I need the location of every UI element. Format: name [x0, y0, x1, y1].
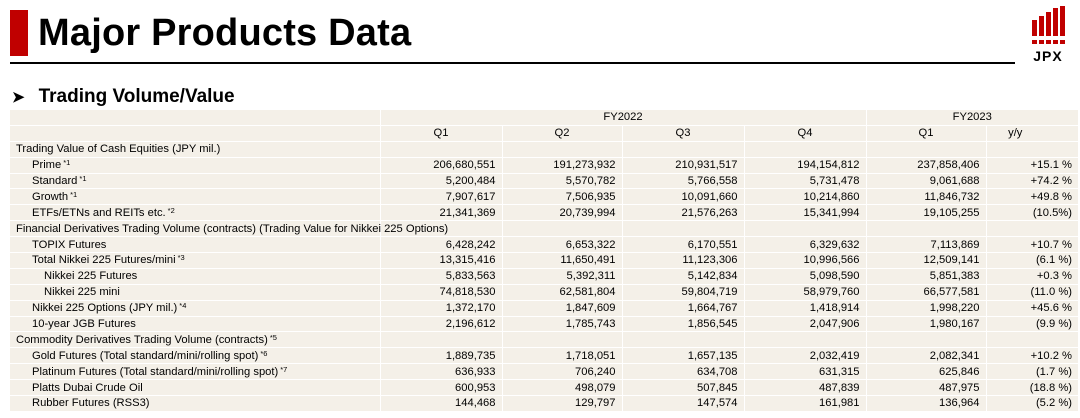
value-cell: 2,047,906 — [744, 316, 866, 332]
footnote-marker: *2 — [167, 205, 175, 215]
table-row — [10, 364, 1078, 380]
yy-change-cell — [986, 221, 1078, 237]
group-label — [10, 141, 380, 157]
value-cell — [380, 332, 502, 348]
value-cell: 507,845 — [622, 380, 744, 396]
row-label — [10, 300, 380, 316]
fy2023-header: FY2023 — [866, 110, 1078, 125]
value-cell: 600,953 — [380, 380, 502, 396]
yy-change-cell: +74.2 % — [986, 173, 1078, 189]
footnote-marker: *1 — [70, 189, 78, 199]
value-cell — [502, 141, 622, 157]
row-label — [10, 157, 380, 173]
page-title: Major Products Data — [38, 12, 412, 54]
table-row — [10, 396, 1078, 412]
value-cell: 21,576,263 — [622, 205, 744, 221]
section-title: Trading Volume/Value — [38, 86, 235, 107]
fiscal-year-header-row — [10, 110, 1078, 125]
row-label-text: Nikkei 225 Futures — [44, 270, 138, 283]
arrow-right-icon: ➤ — [12, 89, 25, 106]
value-cell: 7,113,869 — [866, 237, 986, 253]
value-cell: 1,980,167 — [866, 316, 986, 332]
row-label-text: 10-year JGB Futures — [32, 318, 136, 331]
value-cell: 636,933 — [380, 364, 502, 380]
value-cell: 1,418,914 — [744, 300, 866, 316]
value-cell: 631,315 — [744, 364, 866, 380]
value-cell — [744, 141, 866, 157]
value-cell: 210,931,517 — [622, 157, 744, 173]
value-cell: 147,574 — [622, 396, 744, 412]
footnote-marker: *1 — [63, 158, 71, 168]
yy-change-cell: (9.9 %) — [986, 316, 1078, 332]
footnote-marker: *6 — [260, 348, 268, 358]
quarter-header: Q1 — [866, 125, 986, 141]
group-label — [10, 221, 449, 237]
quarter-header: Q1 — [380, 125, 502, 141]
footnote-marker: *5 — [269, 332, 277, 342]
value-cell: 62,581,804 — [502, 284, 622, 300]
row-label — [10, 205, 380, 221]
row-label-text: Platts Dubai Crude Oil — [32, 381, 143, 394]
value-cell: 5,766,558 — [622, 173, 744, 189]
value-cell — [866, 221, 986, 237]
table-row — [10, 380, 1078, 396]
row-label-text: Commodity Derivatives Trading Volume (contracts) — [16, 333, 268, 346]
quarter-header-row — [10, 125, 1078, 141]
value-cell: 5,851,383 — [866, 268, 986, 284]
header-blank — [10, 110, 380, 125]
quarter-header: Q2 — [502, 125, 622, 141]
value-cell: 5,570,782 — [502, 173, 622, 189]
title-divider — [10, 62, 1015, 64]
value-cell: 10,996,566 — [744, 253, 866, 269]
group-label — [10, 332, 380, 348]
yy-change-cell — [986, 141, 1078, 157]
value-cell: 144,468 — [380, 396, 502, 412]
yy-change-cell: (11.0 %) — [986, 284, 1078, 300]
value-cell: 5,392,311 — [502, 268, 622, 284]
value-cell: 9,061,688 — [866, 173, 986, 189]
table-row — [10, 173, 1078, 189]
fy2022-header: FY2022 — [380, 110, 866, 125]
value-cell: 19,105,255 — [866, 205, 986, 221]
row-label-text: Standard — [32, 175, 78, 187]
table-row — [10, 189, 1078, 205]
value-cell: 11,846,732 — [866, 189, 986, 205]
value-cell — [744, 332, 866, 348]
table-row — [10, 300, 1078, 316]
row-label-text: Gold Futures (Total standard/mini/rolling spot) — [32, 349, 259, 362]
yy-change-cell — [986, 332, 1078, 348]
row-label — [10, 173, 380, 189]
value-cell: 129,797 — [502, 396, 622, 412]
value-cell: 11,650,491 — [502, 253, 622, 269]
value-cell: 5,142,834 — [622, 268, 744, 284]
quarter-header: Q4 — [744, 125, 866, 141]
quarter-header: Q3 — [622, 125, 744, 141]
yy-change-cell: (1.7 %) — [986, 364, 1078, 380]
value-cell — [622, 221, 744, 237]
row-label-text: ETFs/ETNs and REITs etc. — [32, 206, 166, 219]
yy-change-cell: (18.8 %) — [986, 380, 1078, 396]
table-row — [10, 316, 1078, 332]
table-row — [10, 253, 1078, 269]
row-label — [10, 253, 380, 269]
value-cell: 21,341,369 — [380, 205, 502, 221]
value-cell — [502, 332, 622, 348]
value-cell: 12,509,141 — [866, 253, 986, 269]
row-label — [10, 380, 380, 396]
value-cell: 191,273,932 — [502, 157, 622, 173]
value-cell: 10,091,660 — [622, 189, 744, 205]
footnote-marker: *7 — [280, 364, 288, 374]
yy-change-cell: +15.1 % — [986, 157, 1078, 173]
value-cell: 6,329,632 — [744, 237, 866, 253]
value-cell: 1,372,170 — [380, 300, 502, 316]
yy-change-cell: +10.2 % — [986, 348, 1078, 364]
value-cell: 59,804,719 — [622, 284, 744, 300]
group-header-row — [10, 221, 1078, 237]
row-label — [10, 396, 380, 412]
value-cell: 5,098,590 — [744, 268, 866, 284]
row-label — [10, 284, 380, 300]
value-cell — [866, 332, 986, 348]
value-cell — [866, 141, 986, 157]
row-label — [10, 237, 380, 253]
logo-text: JPX — [1033, 48, 1063, 64]
value-cell: 7,907,617 — [380, 189, 502, 205]
group-header-row — [10, 332, 1078, 348]
value-cell: 13,315,416 — [380, 253, 502, 269]
group-header-row — [10, 141, 1078, 157]
value-cell: 15,341,994 — [744, 205, 866, 221]
value-cell — [502, 221, 622, 237]
table-row — [10, 205, 1078, 221]
footnote-marker: *4 — [179, 301, 187, 311]
value-cell: 74,818,530 — [380, 284, 502, 300]
value-cell: 5,200,484 — [380, 173, 502, 189]
yy-change-cell: +0.3 % — [986, 268, 1078, 284]
value-cell — [744, 221, 866, 237]
row-label — [10, 189, 380, 205]
table-row — [10, 157, 1078, 173]
row-label-text: Total Nikkei 225 Futures/mini — [32, 254, 176, 267]
yy-change-cell: +10.7 % — [986, 237, 1078, 253]
value-cell: 5,731,478 — [744, 173, 866, 189]
value-cell — [380, 141, 502, 157]
value-cell: 5,833,563 — [380, 268, 502, 284]
value-cell: 11,123,306 — [622, 253, 744, 269]
value-cell: 2,032,419 — [744, 348, 866, 364]
value-cell: 634,708 — [622, 364, 744, 380]
value-cell: 1,785,743 — [502, 316, 622, 332]
value-cell: 6,170,551 — [622, 237, 744, 253]
row-label — [10, 268, 380, 284]
footnote-marker: *3 — [177, 253, 185, 263]
value-cell: 10,214,860 — [744, 189, 866, 205]
row-label — [10, 348, 380, 364]
yy-change-cell: (5.2 %) — [986, 396, 1078, 412]
value-cell: 7,506,935 — [502, 189, 622, 205]
value-cell: 194,154,812 — [744, 157, 866, 173]
value-cell: 6,428,242 — [380, 237, 502, 253]
value-cell: 1,657,135 — [622, 348, 744, 364]
row-label — [10, 316, 380, 332]
yy-change-cell: +49.8 % — [986, 189, 1078, 205]
footnote-marker: *1 — [79, 174, 87, 183]
value-cell: 1,718,051 — [502, 348, 622, 364]
row-label-text: TOPIX Futures — [32, 238, 107, 251]
value-cell: 20,739,994 — [502, 205, 622, 221]
value-cell: 2,082,341 — [866, 348, 986, 364]
value-cell: 1,889,735 — [380, 348, 502, 364]
header-blank — [10, 125, 380, 141]
yy-header: y/y — [986, 125, 1078, 141]
value-cell: 487,975 — [866, 380, 986, 396]
row-label-text: Prime — [32, 159, 62, 172]
value-cell: 6,653,322 — [502, 237, 622, 253]
value-cell: 58,979,760 — [744, 284, 866, 300]
row-label-text: Nikkei 225 mini — [44, 286, 120, 299]
value-cell — [622, 141, 744, 157]
yy-change-cell: (10.5%) — [986, 205, 1078, 221]
value-cell: 487,839 — [744, 380, 866, 396]
value-cell: 1,847,609 — [502, 300, 622, 316]
yy-change-cell: +45.6 % — [986, 300, 1078, 316]
value-cell: 1,664,767 — [622, 300, 744, 316]
value-cell: 625,846 — [866, 364, 986, 380]
value-cell: 161,981 — [744, 396, 866, 412]
table-row — [10, 284, 1078, 300]
value-cell: 1,856,545 — [622, 316, 744, 332]
value-cell: 136,964 — [866, 396, 986, 412]
row-label — [10, 364, 380, 380]
section-heading — [12, 86, 235, 108]
row-label-text: Rubber Futures (RSS3) — [32, 397, 150, 410]
table-row — [10, 237, 1078, 253]
value-cell: 498,079 — [502, 380, 622, 396]
value-cell: 237,858,406 — [866, 157, 986, 173]
row-label-text: Growth — [32, 190, 69, 203]
value-cell: 2,196,612 — [380, 316, 502, 332]
row-label-text: Financial Derivatives Trading Volume (contracts) (Trading Value for Nikkei 225 Options) — [16, 222, 449, 235]
value-cell: 1,998,220 — [866, 300, 986, 316]
value-cell: 206,680,551 — [380, 157, 502, 173]
yy-change-cell: (6.1 %) — [986, 253, 1078, 269]
value-cell: 66,577,581 — [866, 284, 986, 300]
value-cell: 706,240 — [502, 364, 622, 380]
trading-volume-table — [10, 110, 1078, 412]
table-row — [10, 268, 1078, 284]
title-accent-bar — [10, 10, 28, 56]
table-row — [10, 348, 1078, 364]
row-label-text: Nikkei 225 Options (JPY mil.) — [32, 302, 178, 315]
row-label-text: Platinum Futures (Total standard/mini/rolling spot) — [32, 365, 279, 378]
row-label-text: Trading Value of Cash Equities (JPY mil.) — [16, 143, 221, 156]
value-cell — [622, 332, 744, 348]
